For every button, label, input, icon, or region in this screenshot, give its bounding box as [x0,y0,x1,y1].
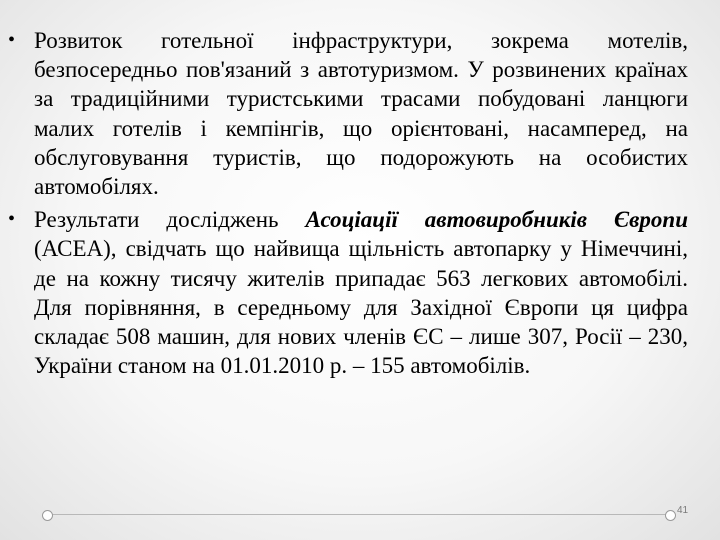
bullet-marker: • [8,29,16,51]
bullet-item-acea-research [8,205,688,380]
bullet-text-before: Результати досліджень [34,207,306,233]
footer-right-dot [665,510,676,521]
bullet-text-body: Розвиток готельної інфраструктури, зокрема мотелів, безпосередньо пов'язаний з автотуризмом. У розвинених країнах за традиційними туристськими трасами побудовані ланцюги малих готелів і кемпінгів, що орієнтовані, насамперед, на обслуговування туристів, що подорожують на особистих автомобілях. [34,28,688,200]
footer-left-dot [42,510,53,521]
bullet-list [8,26,688,384]
footer-divider [50,514,670,515]
bullet-item-hotel-infrastructure [8,26,688,201]
bullet-text [34,26,688,201]
bullet-marker: • [8,208,16,231]
page-number: 41 [677,505,689,516]
bullet-text [34,205,688,380]
bullet-text-after: (АСЕА), свідчать що найвища щільність автопарку у Німеччині, де на кожну тисячу жителів припадає 563 легкових автомобілі. Для порівняння, в середньому для Західної Європи ця цифра складає 508 машин, для нових членів ЄС – лише 307, Росії – 230, України станом на 01.01.2010 р. – 155 автомобілів. [34,236,688,379]
bullet-text-emphasis: Асоціації автовиробників Європи [305,207,688,233]
